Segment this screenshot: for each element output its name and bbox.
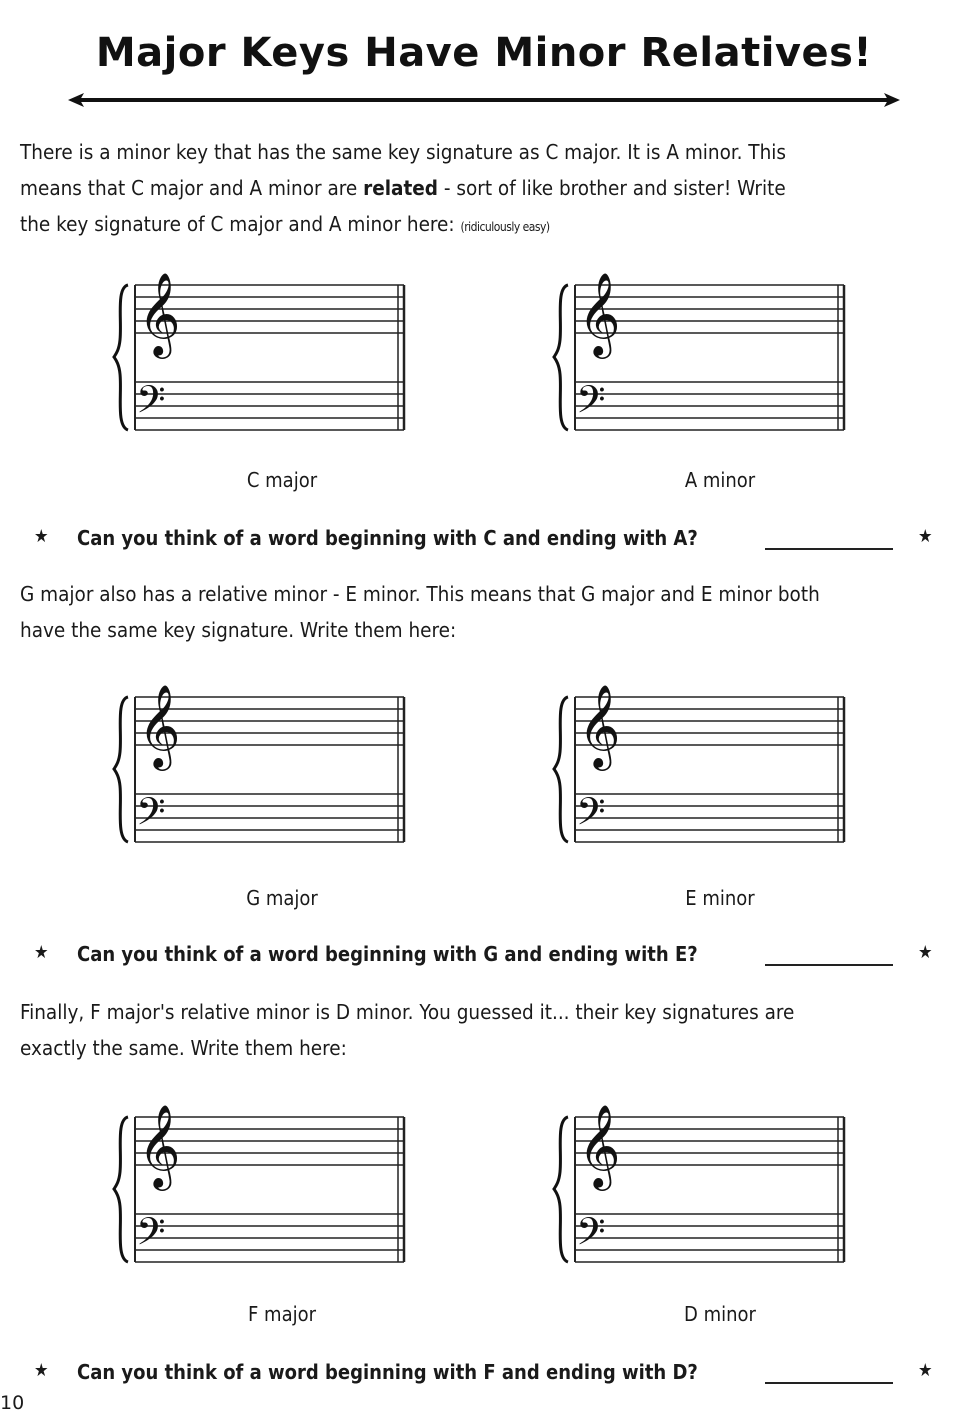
brace-icon	[554, 697, 568, 842]
grand-staff-d-minor[interactable]	[552, 1092, 852, 1282]
star-icon: ★	[34, 942, 49, 963]
star-icon: ★	[34, 526, 49, 547]
answer-blank-g-e[interactable]	[765, 964, 893, 966]
para-line: G major also has a relative minor - E minor. This means that G major and E minor both	[20, 582, 820, 606]
question-f-d	[0, 1360, 968, 1390]
treble-clef-icon: 𝄞	[138, 271, 181, 355]
bass-clef-icon: 𝄢	[136, 377, 166, 431]
grand-staff-f-major[interactable]	[112, 1092, 412, 1282]
para-line: exactly the same. Write them here:	[20, 1036, 347, 1060]
star-icon: ★	[918, 1360, 933, 1381]
treble-clef-icon: 𝄞	[138, 683, 181, 767]
page-number: 10	[0, 1392, 25, 1414]
aside-note: (ridiculously easy)	[460, 220, 550, 234]
grand-staff-a-minor[interactable]	[552, 260, 852, 450]
treble-clef-icon: 𝄞	[578, 271, 621, 355]
para-line: means that C major and A minor are	[20, 176, 364, 200]
para-line: have the same key signature. Write them here:	[20, 618, 457, 642]
star-icon: ★	[918, 942, 933, 963]
treble-clef-icon: 𝄞	[578, 683, 621, 767]
bass-clef-icon: 𝄢	[576, 1209, 606, 1263]
brace-icon	[114, 697, 128, 842]
brace-icon	[554, 285, 568, 430]
intro-paragraph-c-a	[20, 134, 940, 245]
question-text: Can you think of a word beginning with F and ending with D?	[77, 1360, 698, 1384]
caption-c-major: C major	[246, 468, 318, 492]
brace-icon	[554, 1117, 568, 1262]
answer-blank-f-d[interactable]	[765, 1382, 893, 1384]
brace-icon	[114, 285, 128, 430]
caption-g-major: G major	[246, 886, 318, 910]
star-icon: ★	[918, 526, 933, 547]
bass-clef-icon: 𝄢	[136, 789, 166, 843]
bass-clef-icon: 𝄢	[136, 1209, 166, 1263]
emphasis-related: related	[363, 176, 438, 200]
caption-e-minor: E minor	[685, 886, 755, 910]
bass-clef-icon: 𝄢	[576, 789, 606, 843]
page-title: Major Keys Have Minor Relatives!	[95, 30, 873, 76]
question-text: Can you think of a word beginning with C and ending with A?	[77, 526, 698, 550]
para-line: Finally, F major's relative minor is D minor. You guessed it... their key signatures are	[20, 1000, 795, 1024]
intro-paragraph-g-e	[20, 576, 940, 648]
bass-clef-icon: 𝄢	[576, 377, 606, 431]
star-icon: ★	[34, 1360, 49, 1381]
para-line: the key signature of C major and A minor here:	[20, 212, 461, 236]
caption-d-minor: D minor	[684, 1302, 756, 1326]
treble-clef-icon: 𝄞	[578, 1103, 621, 1187]
para-line: - sort of like brother and sister! Write	[438, 176, 786, 200]
question-c-a	[0, 526, 968, 556]
question-text: Can you think of a word beginning with G and ending with E?	[77, 942, 698, 966]
para-line: There is a minor key that has the same key signature as C major. It is A minor. This	[20, 140, 786, 164]
answer-blank-c-a[interactable]	[765, 548, 893, 550]
caption-a-minor: A minor	[684, 468, 756, 492]
double-arrow-divider	[68, 92, 900, 108]
treble-clef-icon: 𝄞	[138, 1103, 181, 1187]
question-g-e	[0, 942, 968, 972]
brace-icon	[114, 1117, 128, 1262]
grand-staff-g-major[interactable]	[112, 672, 412, 862]
intro-paragraph-f-d	[20, 994, 940, 1066]
grand-staff-c-major[interactable]	[112, 260, 412, 450]
caption-f-major: F major	[247, 1302, 317, 1326]
grand-staff-e-minor[interactable]	[552, 672, 852, 862]
